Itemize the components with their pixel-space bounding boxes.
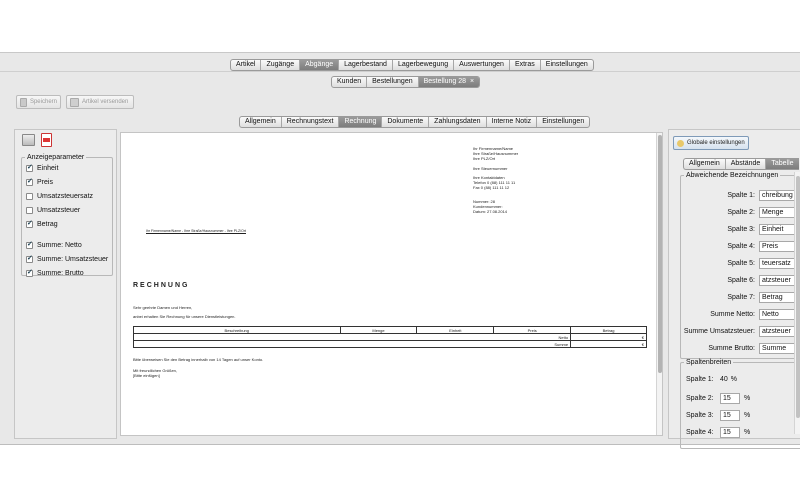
column-header: Betrag <box>571 327 647 334</box>
tab-label: Zahlungsdaten <box>434 118 481 125</box>
tab-zugänge[interactable] <box>261 60 300 70</box>
column-header: Einheit <box>417 327 494 334</box>
settings-tab-allgemein[interactable] <box>684 159 726 169</box>
label-row-label: Spalte 4: <box>727 243 755 250</box>
address-line: Ihre Straße/Hausnummer <box>473 151 519 156</box>
print-icon[interactable] <box>22 134 35 146</box>
detail-tab-zahlungsdaten[interactable] <box>429 117 486 127</box>
column-widths-legend: Spaltenbreiten <box>686 359 732 366</box>
checkbox[interactable] <box>26 221 33 228</box>
tab-artikel[interactable] <box>231 60 261 70</box>
detail-tab-interne-notiz[interactable] <box>487 117 538 127</box>
intro-text: anbei erhalten Sie Rechnung für unsere Dienstleistungen. <box>133 314 236 319</box>
label-row-input[interactable]: Einheit <box>759 224 799 235</box>
label-row <box>681 207 799 218</box>
settings-tab-abstände[interactable] <box>726 159 767 169</box>
label-row-label: Summe Brutto: <box>708 345 755 352</box>
checkbox[interactable] <box>26 270 33 277</box>
subtab-kunden[interactable] <box>332 77 367 87</box>
contact-line: Fax 0 (88) 111 11 12 <box>473 185 510 190</box>
column-width-label: Spalte 1: <box>686 376 714 383</box>
label-row-input[interactable]: Summe <box>759 343 799 354</box>
column-width-unit: % <box>744 412 751 419</box>
label-row <box>681 275 799 286</box>
tax-number: Ihre Steuernummer <box>473 166 508 171</box>
contact-block <box>473 175 515 190</box>
label-row-label: Summe Umsatzsteuer: <box>683 328 755 335</box>
label-row-input[interactable]: teuersatz <box>759 258 799 269</box>
alt-labels-legend: Abweichende Bezeichnungen <box>686 172 779 179</box>
table-header-row <box>134 327 647 334</box>
label-row-label: Spalte 1: <box>727 192 755 199</box>
right-panel <box>668 129 800 439</box>
closing-line: [Bitte einfügen] <box>133 373 160 378</box>
checkbox-label: Betrag <box>37 220 58 228</box>
checkbox-row[interactable] <box>22 203 112 217</box>
detail-tab-einstellungen[interactable] <box>537 117 589 127</box>
meta-line: Datum: 27.08.2014 <box>473 209 508 214</box>
tab-lagerbestand[interactable] <box>339 60 393 70</box>
invoice-title: RECHNUNG <box>133 282 190 289</box>
tab-extras[interactable] <box>510 60 541 70</box>
address-line: Ihr Firmenname/Name <box>473 146 514 151</box>
subtab-bestellung-28[interactable] <box>419 77 480 87</box>
column-width-input[interactable]: 15 <box>720 393 740 404</box>
detail-tab-rechnung[interactable] <box>339 117 382 127</box>
checkbox-row[interactable] <box>22 252 112 266</box>
meta-line: Nummer: 28 <box>473 199 496 204</box>
checkbox-row[interactable] <box>22 161 112 175</box>
label-row-label: Spalte 2: <box>727 209 755 216</box>
tab-lagerbewegung[interactable] <box>393 60 454 70</box>
settings-scrollbar-thumb[interactable] <box>796 176 800 418</box>
label-row-label: Spalte 6: <box>727 277 755 284</box>
tab-label: Tabelle <box>771 160 794 167</box>
global-settings-button[interactable] <box>673 136 749 150</box>
checkbox-label: Preis <box>37 178 53 186</box>
checkbox[interactable] <box>26 207 33 214</box>
checkbox-row[interactable] <box>22 217 112 231</box>
column-width-label: Spalte 4: <box>686 429 714 436</box>
left-panel <box>14 129 117 439</box>
tab-label: Zugänge <box>266 61 295 68</box>
label-row <box>681 224 799 235</box>
column-width-row <box>686 393 750 404</box>
column-header: Menge <box>340 327 417 334</box>
tab-abgänge[interactable] <box>300 60 339 70</box>
checkbox[interactable] <box>26 179 33 186</box>
column-width-row <box>686 376 737 383</box>
tab-label: Lagerbewegung <box>397 61 449 68</box>
settings-tabbar <box>683 158 799 170</box>
summe-row <box>134 341 647 348</box>
detail-tab-dokumente[interactable] <box>382 117 429 127</box>
display-parameters-group <box>21 154 113 276</box>
column-width-row <box>686 427 750 438</box>
netto-row <box>134 334 647 341</box>
sender-address <box>473 146 518 161</box>
column-width-unit: % <box>730 376 738 383</box>
tab-label: Artikel <box>236 61 256 68</box>
send-articles-button[interactable] <box>66 95 134 109</box>
detail-tab-rechnungstext[interactable] <box>282 117 340 127</box>
checkbox-label: Umsatzsteuersatz <box>37 192 94 200</box>
tab-label: Abgänge <box>305 61 334 68</box>
checkbox-label: Einheit <box>37 164 59 172</box>
tab-label: Bestellung 28 <box>423 78 467 85</box>
save-button-label: Speichern <box>29 99 57 105</box>
label-row <box>681 343 799 354</box>
label-row-label: Spalte 7: <box>727 294 755 301</box>
send-button-label: Artikel versenden <box>82 99 129 105</box>
column-width-unit: % <box>744 429 751 436</box>
label-row <box>681 241 799 252</box>
column-width-input[interactable]: 15 <box>720 427 740 438</box>
checkbox-label: Umsatzsteuer <box>37 206 81 214</box>
tab-label: Allgemein <box>689 160 720 167</box>
settings-tab-tabelle[interactable] <box>766 159 798 169</box>
label-row-label: Summe Netto: <box>710 311 755 318</box>
divider <box>0 71 800 72</box>
invoice-table <box>133 326 647 348</box>
checkbox[interactable] <box>26 256 33 263</box>
tab-label: Rechnung <box>344 118 377 125</box>
tab-label: Dokumente <box>387 118 424 125</box>
column-width-value: 40 <box>720 376 728 383</box>
label-row <box>681 309 799 320</box>
column-header: Beschreibung <box>134 327 341 334</box>
send-icon <box>70 98 79 107</box>
closing-block <box>133 368 177 378</box>
payment-text: Bitte überweisen Sie den Betrag innerhalb von 14 Tagen auf unser Konto. <box>133 357 264 362</box>
label-row-input[interactable]: Betrag <box>759 292 799 303</box>
column-header: Preis <box>494 327 571 334</box>
order-tabbar <box>331 76 480 88</box>
detail-tabbar <box>239 116 590 128</box>
column-width-row <box>686 410 750 421</box>
checkbox[interactable] <box>26 242 33 249</box>
checkbox-label: Summe: Umsatzsteuer <box>37 255 109 263</box>
label-row <box>681 292 799 303</box>
column-width-unit: % <box>744 395 751 402</box>
save-icon <box>20 98 27 107</box>
label-row <box>681 326 799 337</box>
checkbox[interactable] <box>26 193 33 200</box>
tab-einstellungen[interactable] <box>541 60 593 70</box>
summe-value: € <box>571 341 647 348</box>
label-row-input[interactable]: Menge <box>759 207 799 218</box>
column-width-input[interactable]: 15 <box>720 410 740 421</box>
address-line: Ihre PLZ/Ort <box>473 156 496 161</box>
closing-line: Mit freundlichen Grüßen, <box>133 368 178 373</box>
tab-label: Kunden <box>337 78 362 85</box>
close-icon[interactable]: × <box>470 78 475 85</box>
checkbox[interactable] <box>26 165 33 172</box>
label-row-input[interactable]: atzsteuer <box>759 326 799 337</box>
tab-label: Einstellungen <box>542 118 585 125</box>
label-row-label: Spalte 5: <box>727 260 755 267</box>
column-width-label: Spalte 3: <box>686 412 714 419</box>
column-width-label: Spalte 2: <box>686 395 714 402</box>
netto-label: Netto <box>134 334 571 341</box>
meta-line: Kundennummer: <box>473 204 503 209</box>
invoice-preview <box>120 132 663 436</box>
label-row-input[interactable]: Netto <box>759 309 799 320</box>
invoice-meta <box>473 199 507 214</box>
pdf-icon[interactable] <box>41 133 52 147</box>
tab-label: Einstellungen <box>545 61 588 68</box>
label-row <box>681 258 799 269</box>
global-settings-label: Globale einstellungen <box>687 140 745 146</box>
label-row-label: Spalte 3: <box>727 226 755 233</box>
module-tabbar <box>230 59 594 71</box>
tab-label: Extras <box>514 61 535 68</box>
greeting: Sehr geehrte Damen und Herren, <box>133 305 193 310</box>
subtab-bestellungen[interactable] <box>367 77 418 87</box>
summe-label: Summe <box>134 341 571 348</box>
preview-scrollbar-thumb[interactable] <box>658 135 662 373</box>
tab-label: Bestellungen <box>372 78 413 85</box>
preview-scrollbar[interactable] <box>656 133 662 436</box>
label-row-input[interactable]: Preis <box>759 241 799 252</box>
settings-scrollbar[interactable] <box>794 172 800 434</box>
display-parameters-legend: Anzeigeparameter <box>27 154 85 161</box>
app-window <box>0 52 800 445</box>
checkbox-row[interactable] <box>22 189 112 203</box>
tab-label: Rechnungstext <box>286 118 334 125</box>
tab-label: Allgemein <box>245 118 276 125</box>
label-row-input[interactable]: atzsteuer <box>759 275 799 286</box>
display-parameters-list <box>22 161 112 280</box>
tab-label: Interne Notiz <box>491 118 532 125</box>
sender-line: Ihr Firmenname/Name - Ihre Straße/Hausnummer - Ihre PLZ/Ort <box>146 229 246 233</box>
label-row-input[interactable]: chreibung <box>759 190 799 201</box>
checkbox-label: Summe: Netto <box>37 241 82 249</box>
checkbox-row[interactable] <box>22 266 112 280</box>
contact-line: Ihre Kontaktdaten <box>473 175 505 180</box>
label-row <box>681 190 799 201</box>
tab-label: Abstände <box>730 160 761 167</box>
tab-auswertungen[interactable] <box>454 60 510 70</box>
checkbox-row[interactable] <box>22 238 112 252</box>
checkbox-label: Summe: Brutto <box>37 269 84 277</box>
contact-line: Telefon 0 (88) 111 11 11 <box>473 180 516 185</box>
tab-label: Lagerbestand <box>344 61 387 68</box>
gear-icon <box>677 140 684 147</box>
tab-label: Auswertungen <box>459 61 504 68</box>
detail-tab-allgemein[interactable] <box>240 117 282 127</box>
checkbox-row[interactable] <box>22 175 112 189</box>
netto-value: € <box>571 334 647 341</box>
save-button[interactable] <box>16 95 61 109</box>
